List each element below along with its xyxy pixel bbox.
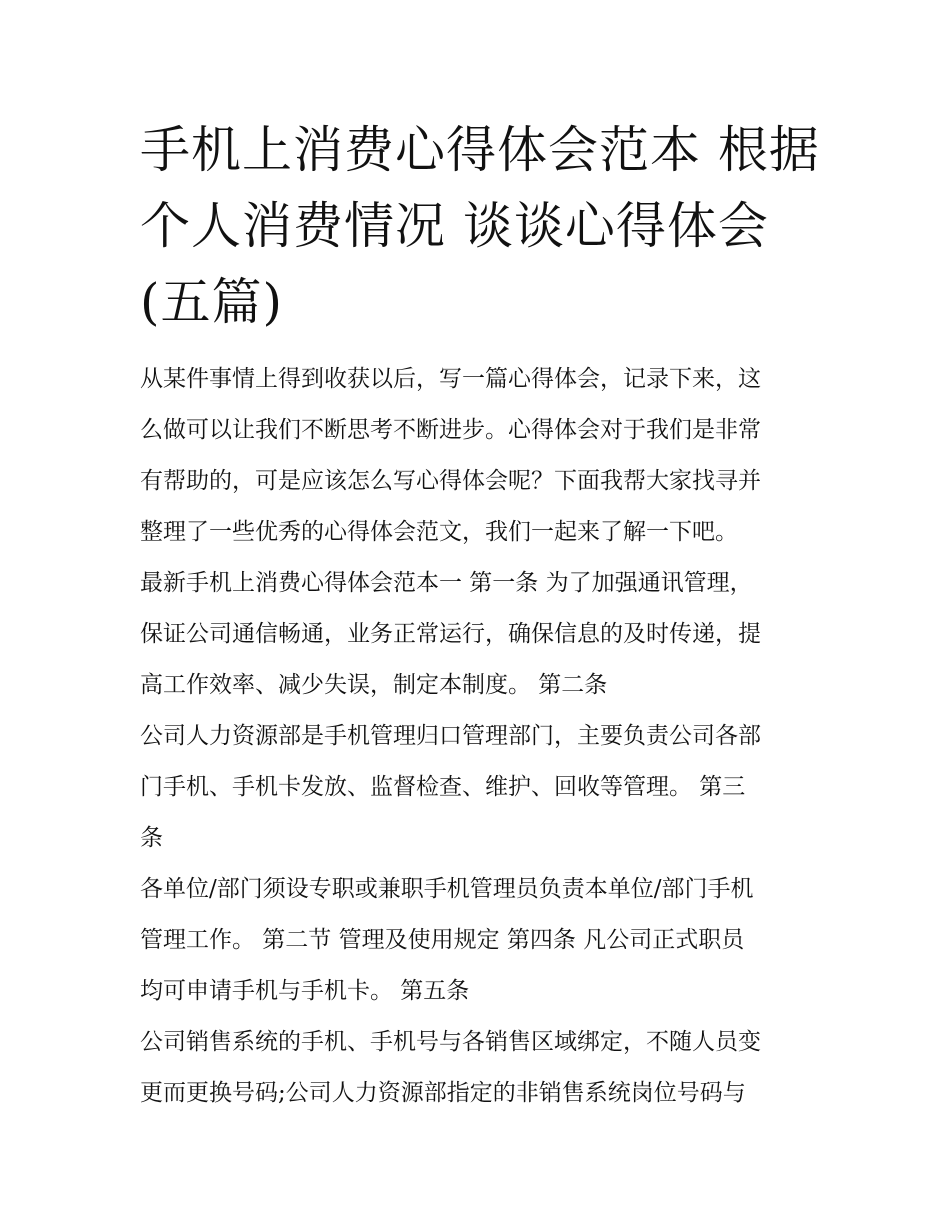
text-line: 管理工作。 第二节 管理及使用规定 第四条 凡公司正式职员: [140, 927, 745, 953]
text-line: 条: [140, 825, 163, 851]
text-line: 有帮助的，可是应该怎么写心得体会呢？下面我帮大家找寻并: [140, 468, 761, 494]
text-line: 么做可以让我们不断思考不断进步。心得体会对于我们是非常: [140, 417, 761, 443]
document-body: [140, 354, 820, 1119]
text-line: 最新手机上消费心得体会范本一 第一条 为了加强通讯管理，: [140, 570, 753, 596]
title-line: 个人消费情况 谈谈心得体会: [140, 197, 769, 255]
document-title: [140, 112, 830, 340]
text-line: 保证公司通信畅通，业务正常运行，确保信息的及时传递，提: [140, 621, 761, 647]
text-line: 门手机、手机卡发放、监督检查、维护、回收等管理。 第三: [140, 774, 746, 800]
text-line: 公司销售系统的手机、手机号与各销售区域绑定，不随人员变: [140, 1029, 761, 1055]
article-1-paragraph: [140, 558, 820, 711]
article-5-paragraph: [140, 1017, 820, 1119]
article-3-paragraph: [140, 864, 820, 1017]
text-line: 更而更换号码;公司人力资源部指定的非销售系统岗位号码与: [140, 1080, 746, 1106]
text-line: 公司人力资源部是手机管理归口管理部门，主要负责公司各部: [140, 723, 761, 749]
text-line: 高工作效率、减少失误，制定本制度。 第二条: [140, 672, 608, 698]
intro-paragraph: [140, 354, 820, 558]
text-line: 从某件事情上得到收获以后，写一篇心得体会，记录下来，这: [140, 366, 761, 392]
title-line: 手机上消费心得体会范本 根据: [140, 121, 820, 179]
article-2-paragraph: [140, 711, 820, 864]
title-line: (五篇): [140, 273, 284, 331]
text-line: 各单位/部门须设专职或兼职手机管理员负责本单位/部门手机: [140, 876, 754, 902]
text-line: 均可申请手机与手机卡。 第五条: [140, 978, 470, 1004]
text-line: 整理了一些优秀的心得体会范文，我们一起来了解一下吧。: [140, 519, 738, 545]
